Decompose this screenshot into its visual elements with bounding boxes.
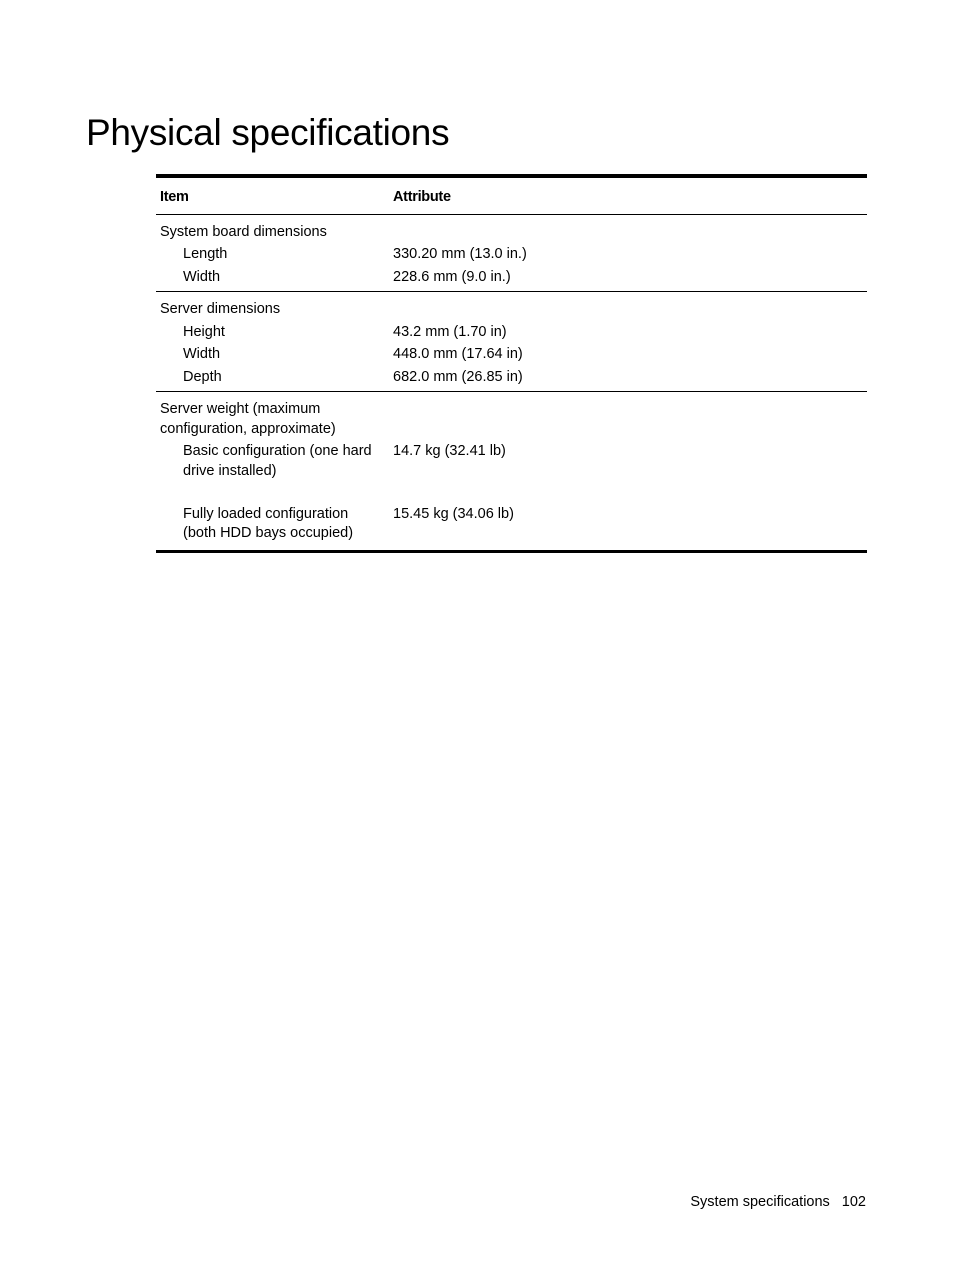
group-label-row: [156, 292, 867, 322]
group-label-row: [156, 392, 867, 441]
table-row: [156, 244, 867, 267]
header-attribute: Attribute: [389, 178, 867, 214]
group-label-server-dimensions: Server dimensions: [160, 301, 281, 317]
row-item: Height: [183, 323, 225, 340]
footer-section-title: System specifications: [690, 1194, 830, 1210]
row-value: 682.0 mm (26.85 in): [389, 366, 867, 392]
page-title: Physical specifications: [86, 112, 450, 153]
row-item: Basic configuration (one hard drive installed): [183, 443, 372, 479]
table-row: [156, 366, 867, 392]
row-item: Width: [156, 266, 389, 292]
row-value: 43.2 mm (1.70 in): [393, 323, 507, 340]
group-label-system-board: System board dimensions: [160, 223, 327, 240]
header-item: Item: [156, 178, 389, 214]
row-value: 15.45 kg (34.06 lb): [389, 483, 867, 552]
group-label-server-weight: Server weight (maximum configuration, approximate): [160, 401, 336, 437]
row-value: 448.0 mm (17.64 in): [393, 346, 523, 362]
table-row: [156, 321, 867, 344]
row-item: Depth: [156, 366, 389, 392]
row-value: 330.20 mm (13.0 in.): [393, 246, 527, 262]
row-value: 14.7 kg (32.41 lb): [393, 443, 506, 459]
table-row: [156, 441, 867, 483]
physical-specifications-table: [156, 174, 867, 553]
group-label-row: [156, 214, 867, 244]
row-item: Length: [183, 246, 228, 262]
row-item: Width: [183, 346, 221, 362]
row-item: Fully loaded configuration (both HDD bays occupied): [156, 483, 389, 552]
page-number: 102: [841, 1194, 866, 1210]
table-row: [156, 266, 867, 292]
table-header-row: [156, 178, 867, 214]
page-footer: [690, 1194, 866, 1210]
row-value: 228.6 mm (9.0 in.): [389, 266, 867, 292]
table-row: [156, 344, 867, 367]
table-row: [156, 483, 867, 552]
